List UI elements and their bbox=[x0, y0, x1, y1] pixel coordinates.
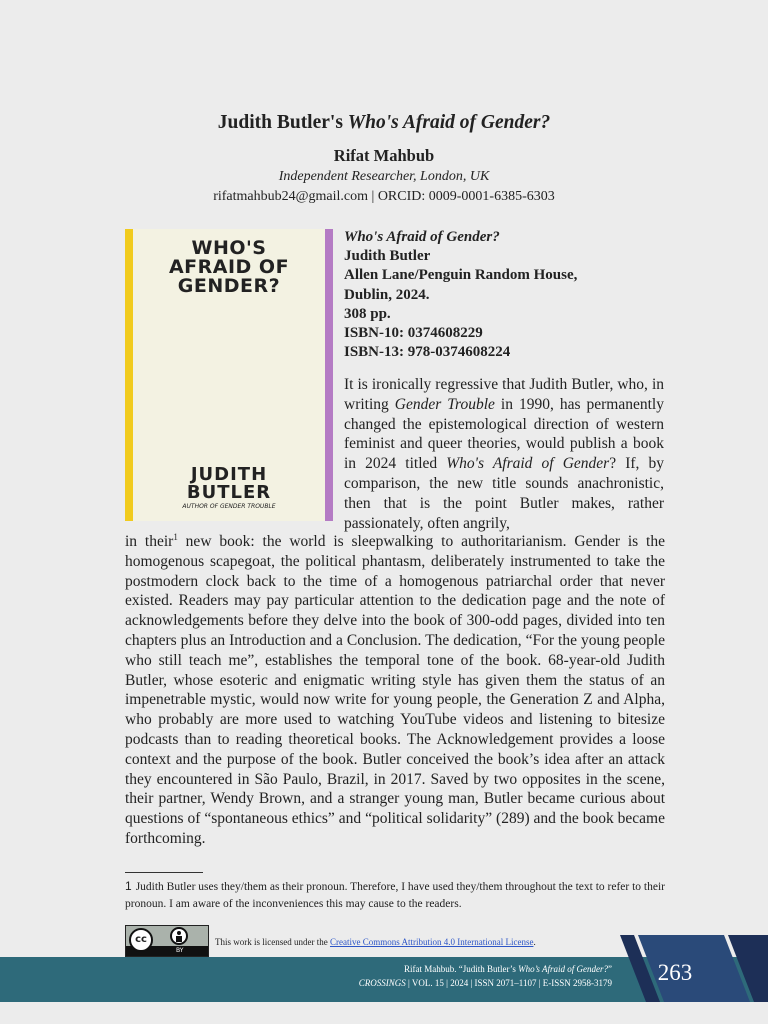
person-icon bbox=[170, 927, 188, 945]
cc-icon: cc bbox=[129, 928, 153, 952]
cover-author: JUDITH BUTLER bbox=[186, 464, 272, 503]
body-text: in 1990, has permanently changed the epistemological direction of western feminist and queer theories, would publish a book in 2024 titled bbox=[344, 395, 664, 473]
license-period: . bbox=[533, 937, 536, 947]
book-isbn10: ISBN-10: 0374608229 bbox=[344, 325, 483, 342]
body-text: in their bbox=[125, 533, 174, 550]
book-publisher: Allen Lane/Penguin Random House, bbox=[344, 267, 578, 284]
title-italic: Who's Afraid of Gender? bbox=[347, 112, 551, 133]
by-label: BY bbox=[176, 947, 184, 954]
license-link[interactable]: Creative Commons Attribution 4.0 International License bbox=[329, 937, 534, 947]
book-place-year: Dublin, 2024. bbox=[344, 286, 430, 303]
body-text: new book: the world is sleepwalking to authoritarianism. Gender is the homogenous scapegoat, the political phantasm, deliberately instrumented to take the postmodern clock back to the time of a homogenous patriarchal order that never existed. Readers may pay particular attention to the dedication page and the note of acknowledgements before they delve into the book of 300-odd pages, divided into ten chapters plus an Introduction and a Conclusion. The dedication, “For the young people who still teach me”, establishes the temporal tone of the book. 68-year-old Judith Butler, whose esoteric and enigmatic writing style has given them the status of an impenetrable mystic, would now write for young people, the Generation Z and Alpha, who probably are more used to watching YouTube videos and listening to bitesize podcasts than to reading theoretical books. The Acknowledgement provides a loose context and the purpose of the book. Butler conceived the book’s idea after an attack they encountered in São Paulo, Brazil, in 2017. Saved by two opposites in the scene, their partner, Wendy Brown, and a stranger young man, Butler became curious about questions of “spontaneous ethics” and “political solidarity” (289) and the book became forthcoming. bbox=[125, 533, 665, 847]
book-pages: 308 pp. bbox=[344, 305, 391, 322]
cover-yellow-bar bbox=[125, 229, 133, 521]
footer-citation bbox=[359, 962, 612, 990]
title-plain: Judith Butler's bbox=[217, 112, 348, 133]
cover-purple-bar bbox=[325, 229, 333, 521]
body-italic-book-title: Who's Afraid of Gender bbox=[446, 455, 610, 473]
body-text: It is ironically regressive that Judith Butler, who, in writing bbox=[344, 376, 664, 413]
cite-text: Rifat Mahbub. “Judith Butler’s bbox=[404, 964, 519, 974]
book-details bbox=[344, 228, 644, 362]
cite-italic: Who’s Afraid of Gender? bbox=[518, 964, 608, 974]
footnote-number: 1 bbox=[125, 879, 132, 893]
body-paragraph-intro bbox=[344, 375, 664, 533]
page-number: 263 bbox=[657, 960, 693, 985]
footnote-marker[interactable]: 1 bbox=[173, 531, 178, 542]
footnote-text: Judith Butler uses they/them as their pronoun. Therefore, I have used they/them throughout the text to refer to their pronoun. I am aware of the inconveniences this may cause to the readers. bbox=[125, 881, 665, 910]
footer-cite-line1 bbox=[359, 962, 612, 976]
license-prefix: This work is licensed under the bbox=[215, 937, 330, 947]
cite-text: ” bbox=[608, 964, 612, 974]
body-paragraph-main bbox=[125, 532, 665, 849]
license-block bbox=[125, 925, 645, 957]
cover-subtitle: AUTHOR OF GENDER TROUBLE bbox=[182, 503, 276, 510]
journal-name: CROSSINGS bbox=[358, 978, 406, 988]
body-text: ? If, by comparison, the new title sounds anachronistic, then that is the point Butler makes, rather passionately, often angrily, bbox=[344, 455, 664, 532]
footnote-divider bbox=[125, 872, 203, 873]
license-text bbox=[215, 937, 536, 947]
book-author: Judith Butler bbox=[344, 248, 431, 265]
book-title: Who's Afraid of Gender? bbox=[344, 229, 500, 245]
author-affiliation: Independent Researcher, London, UK bbox=[278, 169, 490, 184]
book-cover-image bbox=[125, 229, 333, 521]
article-title bbox=[0, 112, 768, 134]
cover-title: WHO'S AFRAID OF GENDER? bbox=[168, 237, 290, 297]
footer-cite-line2 bbox=[359, 976, 612, 990]
cc-by-badge-icon[interactable] bbox=[125, 925, 209, 957]
journal-details: | VOL. 15 | 2024 | ISSN 2071–1107 | E-ISSN 2958-3179 bbox=[405, 978, 612, 988]
author-name: Rifat Mahbub bbox=[333, 146, 435, 165]
body-italic-gender-trouble: Gender Trouble bbox=[394, 395, 495, 413]
author-contact: rifatmahbub24@gmail.com | ORCID: 0009-0001-6385-6303 bbox=[213, 189, 555, 204]
book-isbn13: ISBN-13: 978-0374608224 bbox=[344, 344, 511, 361]
footnote bbox=[125, 878, 665, 913]
